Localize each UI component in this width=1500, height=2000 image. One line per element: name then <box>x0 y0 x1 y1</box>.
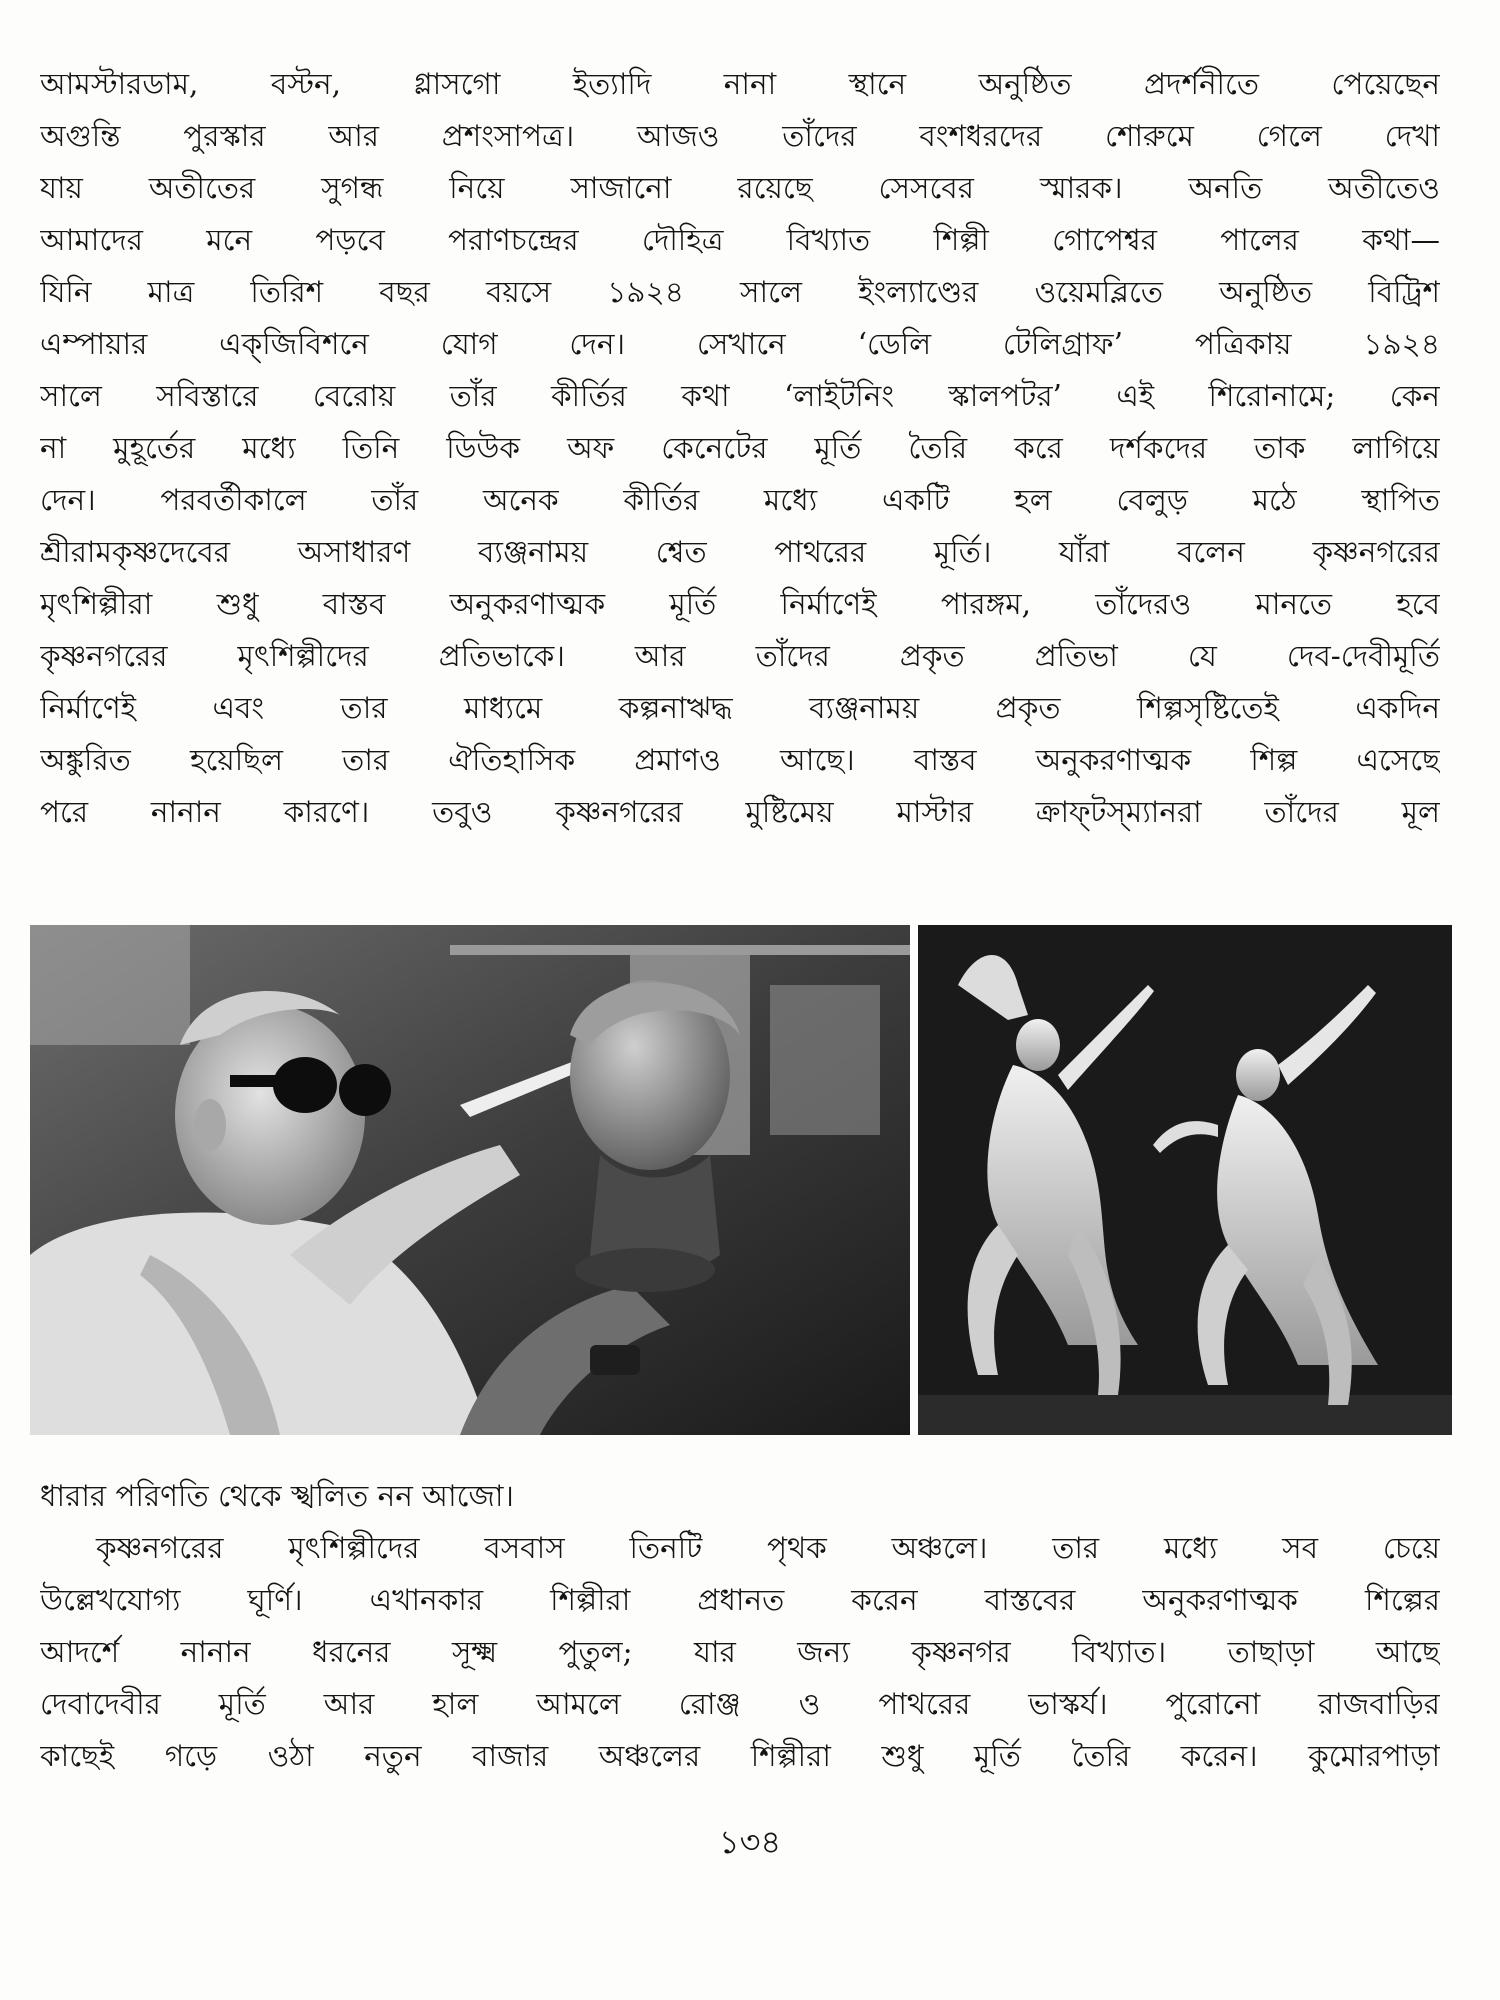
sculptor-at-work-photo <box>30 925 910 1435</box>
text-line: দেন। পরবর্তীকালে তাঁর অনেক কীর্তির মধ্যে একটি হল বেলুড় মঠে স্থাপিত <box>40 483 1440 517</box>
page-number: ১৩৪ <box>718 1823 782 1861</box>
text-line: ধারার পরিণতি থেকে স্খলিত নন আজো। <box>40 1479 514 1513</box>
text-line: শ্রীরামকৃষ্ণদেবের অসাধারণ ব্যঞ্জনাময় শ্বেত পাথরের মূর্তি। যাঁরা বলেন কৃষ্ণনগরের <box>40 535 1440 569</box>
text-line: মৃৎশিল্পীরা শুধু বাস্তব অনুকরণাত্মক মূর্তি নির্মাণেই পারঙ্গম, তাঁদেরও মানতে হবে <box>40 587 1440 621</box>
figurines-photo-art <box>918 925 1452 1435</box>
text-line: দেবাদেবীর মূর্তি আর হাল আমলে রোঞ্জ ও পাথরের ভাস্কর্য। পুরোনো রাজবাড়ির <box>40 1687 1440 1721</box>
text-line: না মুহূর্তের মধ্যে তিনি ডিউক অফ কেনেটের মূর্তি তৈরি করে দর্শকদের তাক লাগিয়ে <box>40 431 1440 465</box>
text-line: উল্লেখযোগ্য ঘূর্ণি। এখানকার শিল্পীরা প্রধানত করেন বাস্তবের অনুকরণাত্মক শিল্পের <box>40 1583 1440 1617</box>
text-line: যায় অতীতের সুগন্ধ নিয়ে সাজানো রয়েছে সেসবের স্মারক। অনতি অতীতেও <box>40 171 1440 205</box>
sculptor-photo-art <box>30 925 910 1435</box>
paragraph-after-photo <box>40 1470 1440 1782</box>
text-line: পরে নানান কারণে। তবুও কৃষ্ণনগরের মুষ্টিমেয় মাস্টার ক্রাফ্‌টস্‌ম্যানরা তাঁদের মূল <box>40 795 1440 829</box>
text-line: যিনি মাত্র তিরিশ বছর বয়সে ১৯২৪ সালে ইংল্যাণ্ডের ওয়েমব্লিতে অনুষ্ঠিত বিট্রিশ <box>40 275 1440 309</box>
paragraph-top <box>40 58 1440 838</box>
text-line: আদর্শে নানান ধরনের সূক্ষ্ম পুতুল; যার জন্য কৃষ্ণনগর বিখ্যাত। তাছাড়া আছে <box>40 1635 1440 1669</box>
text-line: অগুন্তি পুরস্কার আর প্রশংসাপত্র। আজও তাঁদের বংশধরদের শোরুমে গেলে দেখা <box>40 119 1440 153</box>
text-line: অঙ্কুরিত হয়েছিল তার ঐতিহাসিক প্রমাণও আছে। বাস্তব অনুকরণাত্মক শিল্প এসেছে <box>40 743 1440 777</box>
text-line: কৃষ্ণনগরের মৃৎশিল্পীদের প্রতিভাকে। আর তাঁদের প্রকৃত প্রতিভা যে দেব-দেবীমূর্তি <box>40 639 1440 673</box>
photo-strip <box>30 925 1452 1435</box>
text-line: কৃষ্ণনগরের মৃৎশিল্পীদের বসবাস তিনটি পৃথক অঞ্চলে। তার মধ্যে সব চেয়ে <box>96 1531 1440 1565</box>
text-line: নির্মাণেই এবং তার মাধ্যমে কল্পনাঋদ্ধ ব্যঞ্জনাময় প্রকৃত শিল্পসৃষ্টিতেই একদিন <box>40 691 1440 725</box>
dancing-figurines-photo <box>918 925 1452 1435</box>
text-line: আমস্টারডাম, বস্টন, গ্লাসগো ইত্যাদি নানা স্থানে অনুষ্ঠিত প্রদর্শনীতে পেয়েছেন <box>40 67 1440 101</box>
text-line: এম্পায়ার এক্‌জিবিশনে যোগ দেন। সেখানে ‘ডেলি টেলিগ্রাফ’ পত্রিকায় ১৯২৪ <box>40 327 1440 361</box>
text-line: সালে সবিস্তারে বেরোয় তাঁর কীর্তির কথা ‘লাইটনিং স্কালপটর’ এই শিরোনামে; কেন <box>40 379 1440 413</box>
text-line: আমাদের মনে পড়বে পরাণচন্দ্রের দৌহিত্র বিখ্যাত শিল্পী গোপেশ্বর পালের কথা— <box>40 223 1440 257</box>
text-line: কাছেই গড়ে ওঠা নতুন বাজার অঞ্চলের শিল্পীরা শুধু মূর্তি তৈরি করেন। কুমোরপাড়া <box>40 1739 1440 1773</box>
